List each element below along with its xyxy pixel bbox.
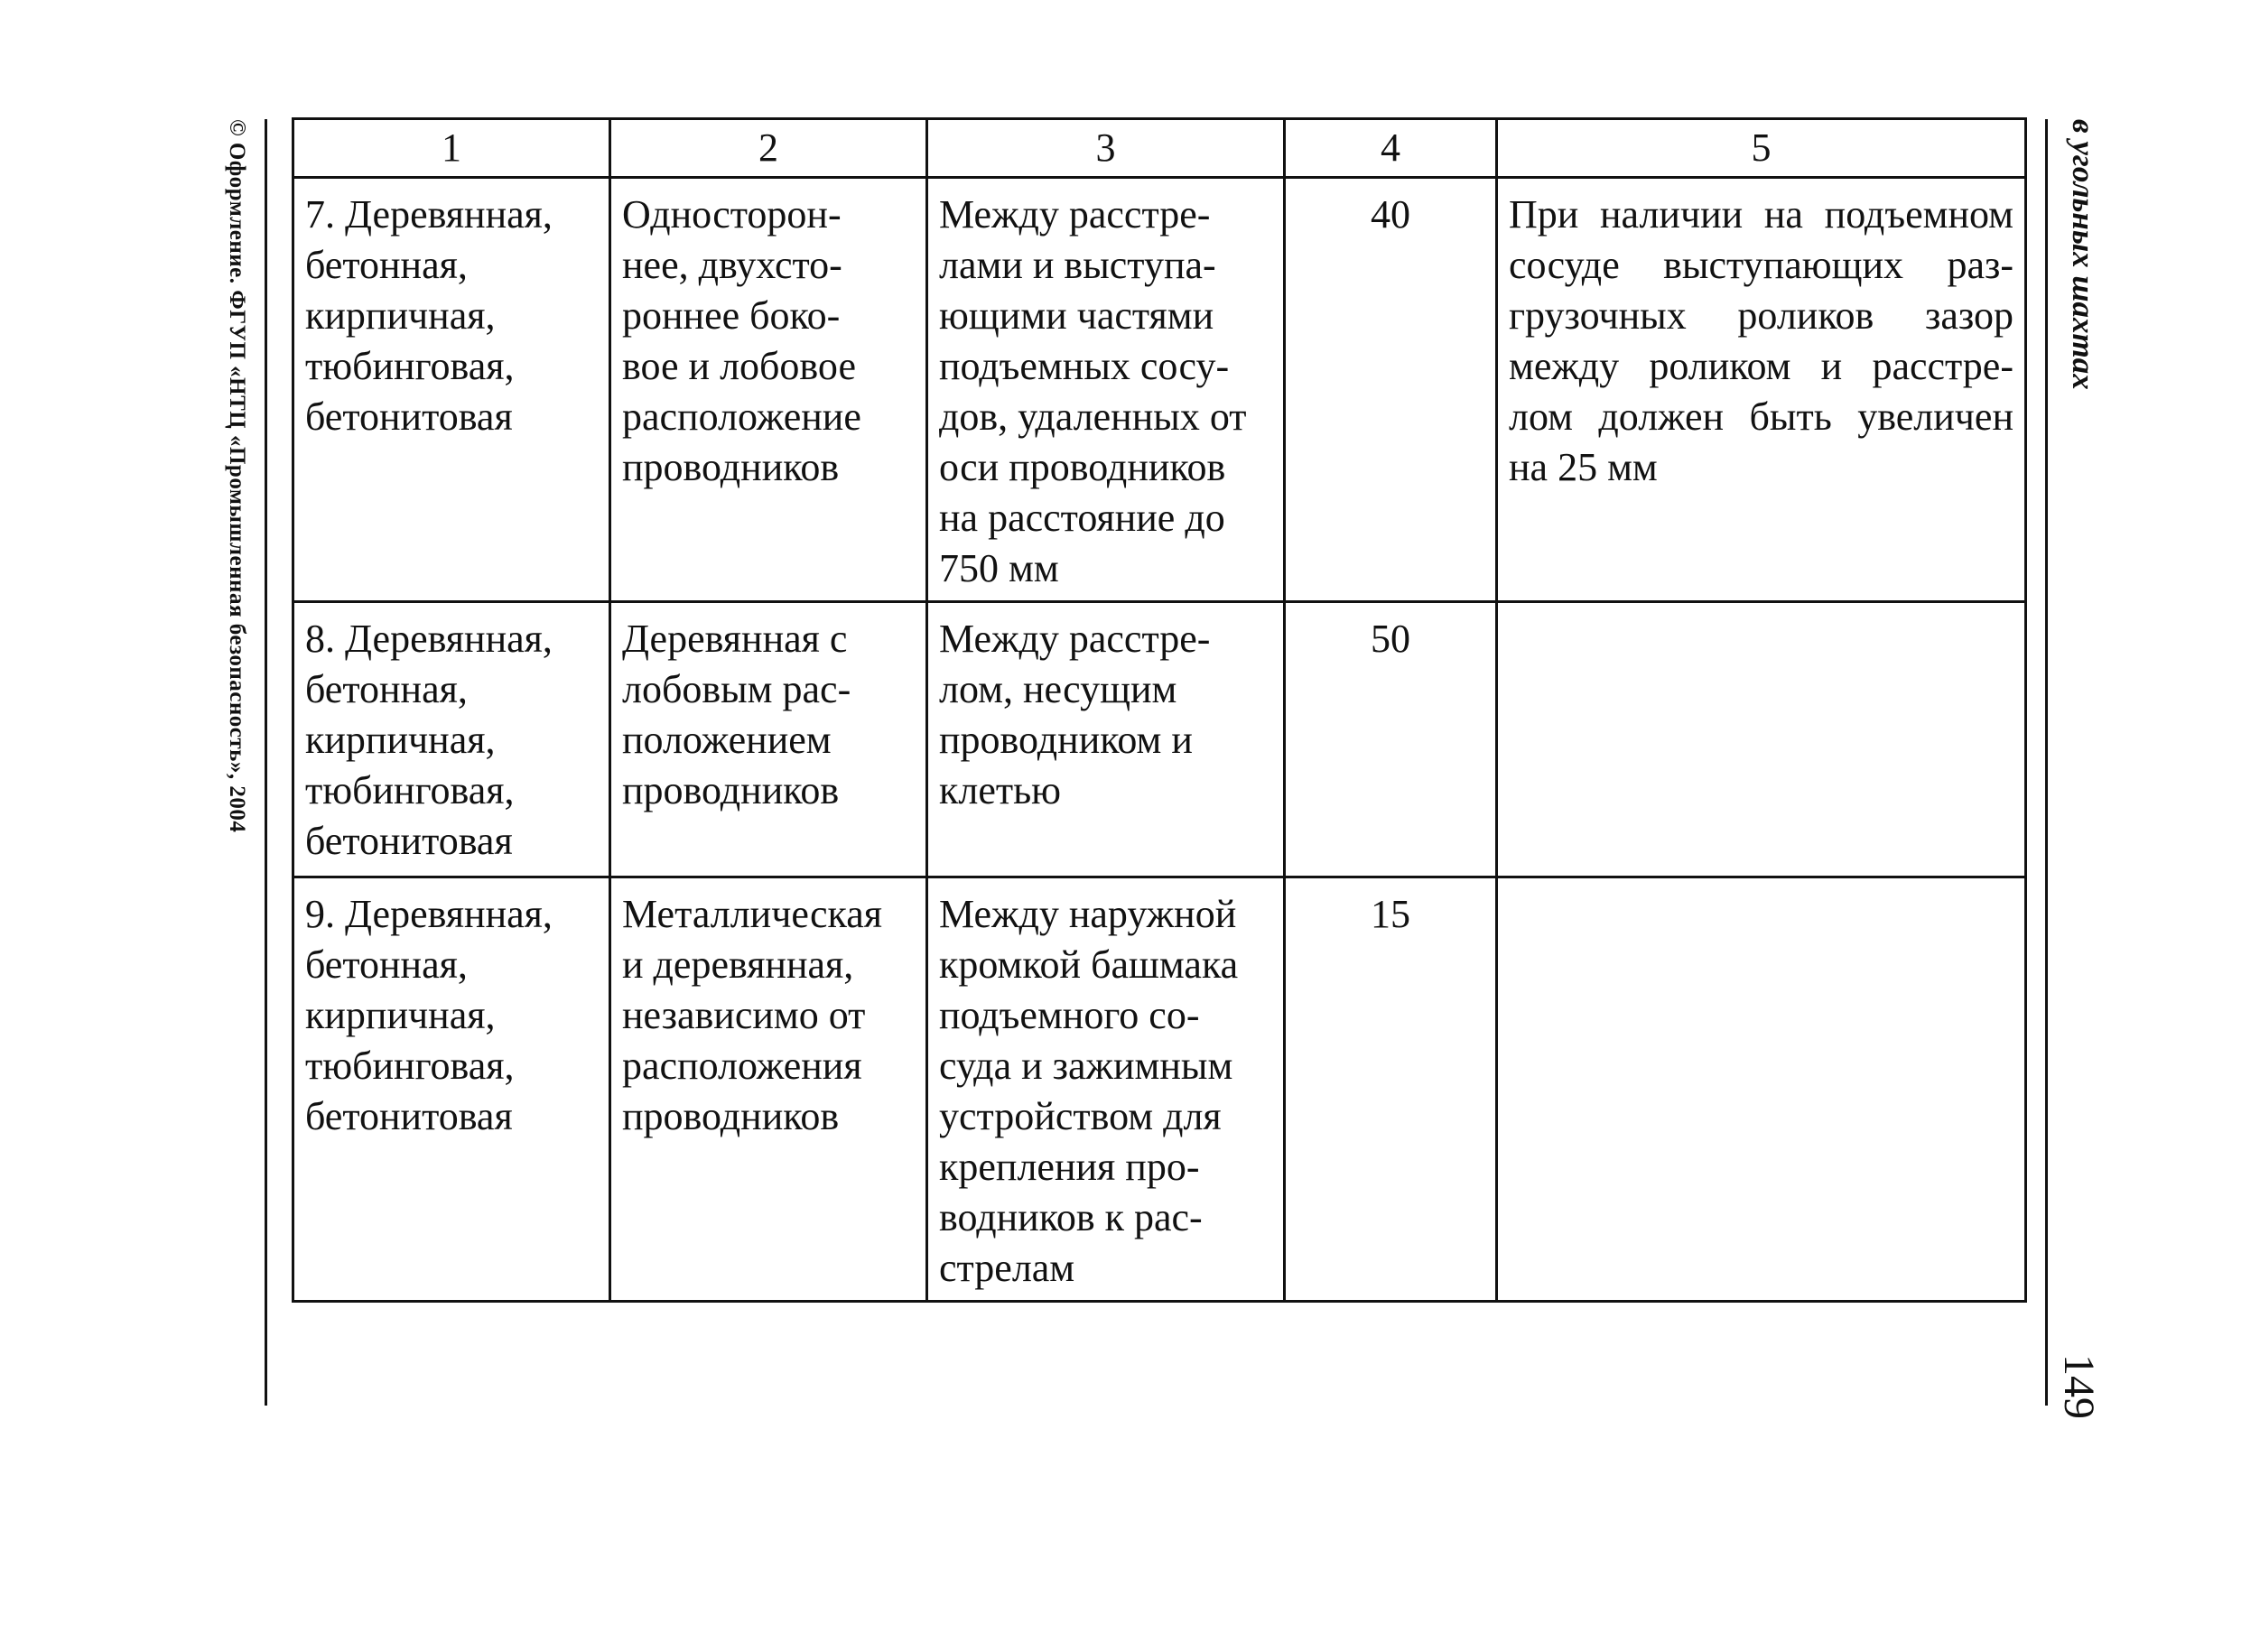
cell-text: 15 (1371, 892, 1410, 936)
cell-text: Деревянная с лобовым рас- положением проводников (622, 617, 851, 812)
cell-guide-arrangement (610, 178, 927, 602)
running-header: в угольных шахтах (2066, 119, 2101, 390)
cell-text: 8. Деревянная, бетонная, кирпичная, тюбинговая, бетонитовая (305, 617, 553, 863)
left-margin-rule (265, 119, 267, 1406)
cell-note (1497, 877, 2026, 1302)
table-header-row (293, 119, 2026, 178)
cell-text: Между расстре- лами и выступа- ющими частями подъемных сосу- дов, удаленных от оси проводников на расстояние до 750 мм (939, 192, 1247, 590)
cell-text: Между расстре- лом, несущим проводником и клетью (939, 617, 1211, 812)
cell-text: Односторон- нее, двухсто- роннее боко- вое и лобовое расположение проводников (622, 192, 861, 489)
cell-text: При наличии на подъемном сосуде выступающих раз- грузочных роликов зазор между роликом и расстре- лом должен быть увеличен на 25 мм (1509, 192, 2014, 489)
cell-clearance-value (1285, 178, 1497, 602)
cell-text: 9. Деревянная, бетонная, кирпичная, тюбинговая, бетонитовая (305, 892, 553, 1138)
cell-text: 40 (1371, 192, 1410, 237)
copyright-line: © Оформление. ФГУП «НТЦ «Промышленная безопасность», 2004 (225, 119, 249, 833)
cell-lining-type (293, 602, 610, 877)
cell-lining-type (293, 877, 610, 1302)
cell-note (1497, 178, 2026, 602)
cell-text: 50 (1371, 617, 1410, 661)
cell-guide-arrangement (610, 602, 927, 877)
cell-guide-arrangement (610, 877, 927, 1302)
column-header-4: 4 (1285, 119, 1497, 178)
cell-clearance-between (927, 877, 1285, 1302)
cell-clearance-between (927, 602, 1285, 877)
right-margin-rule (2045, 119, 2048, 1406)
column-header-1: 1 (293, 119, 610, 178)
column-header-2: 2 (610, 119, 927, 178)
table-row (293, 877, 2026, 1302)
column-header-3: 3 (927, 119, 1285, 178)
clearance-table (292, 117, 2027, 1303)
table-row (293, 602, 2026, 877)
cell-clearance-value (1285, 602, 1497, 877)
table-row (293, 178, 2026, 602)
cell-clearance-between (927, 178, 1285, 602)
cell-text: 7. Деревянная, бетонная, кирпичная, тюбинговая, бетонитовая (305, 192, 553, 439)
cell-text: Металлическая и деревянная, независимо от расположения проводников (622, 892, 882, 1138)
column-header-5: 5 (1497, 119, 2026, 178)
cell-lining-type (293, 178, 610, 602)
page-number: 149 (2055, 1354, 2103, 1419)
cell-note (1497, 602, 2026, 877)
cell-clearance-value (1285, 877, 1497, 1302)
cell-text: Между наружной кромкой башмака подъемного со- суда и зажимным устройством для крепления про- водников к рас- стрелам (939, 892, 1239, 1290)
